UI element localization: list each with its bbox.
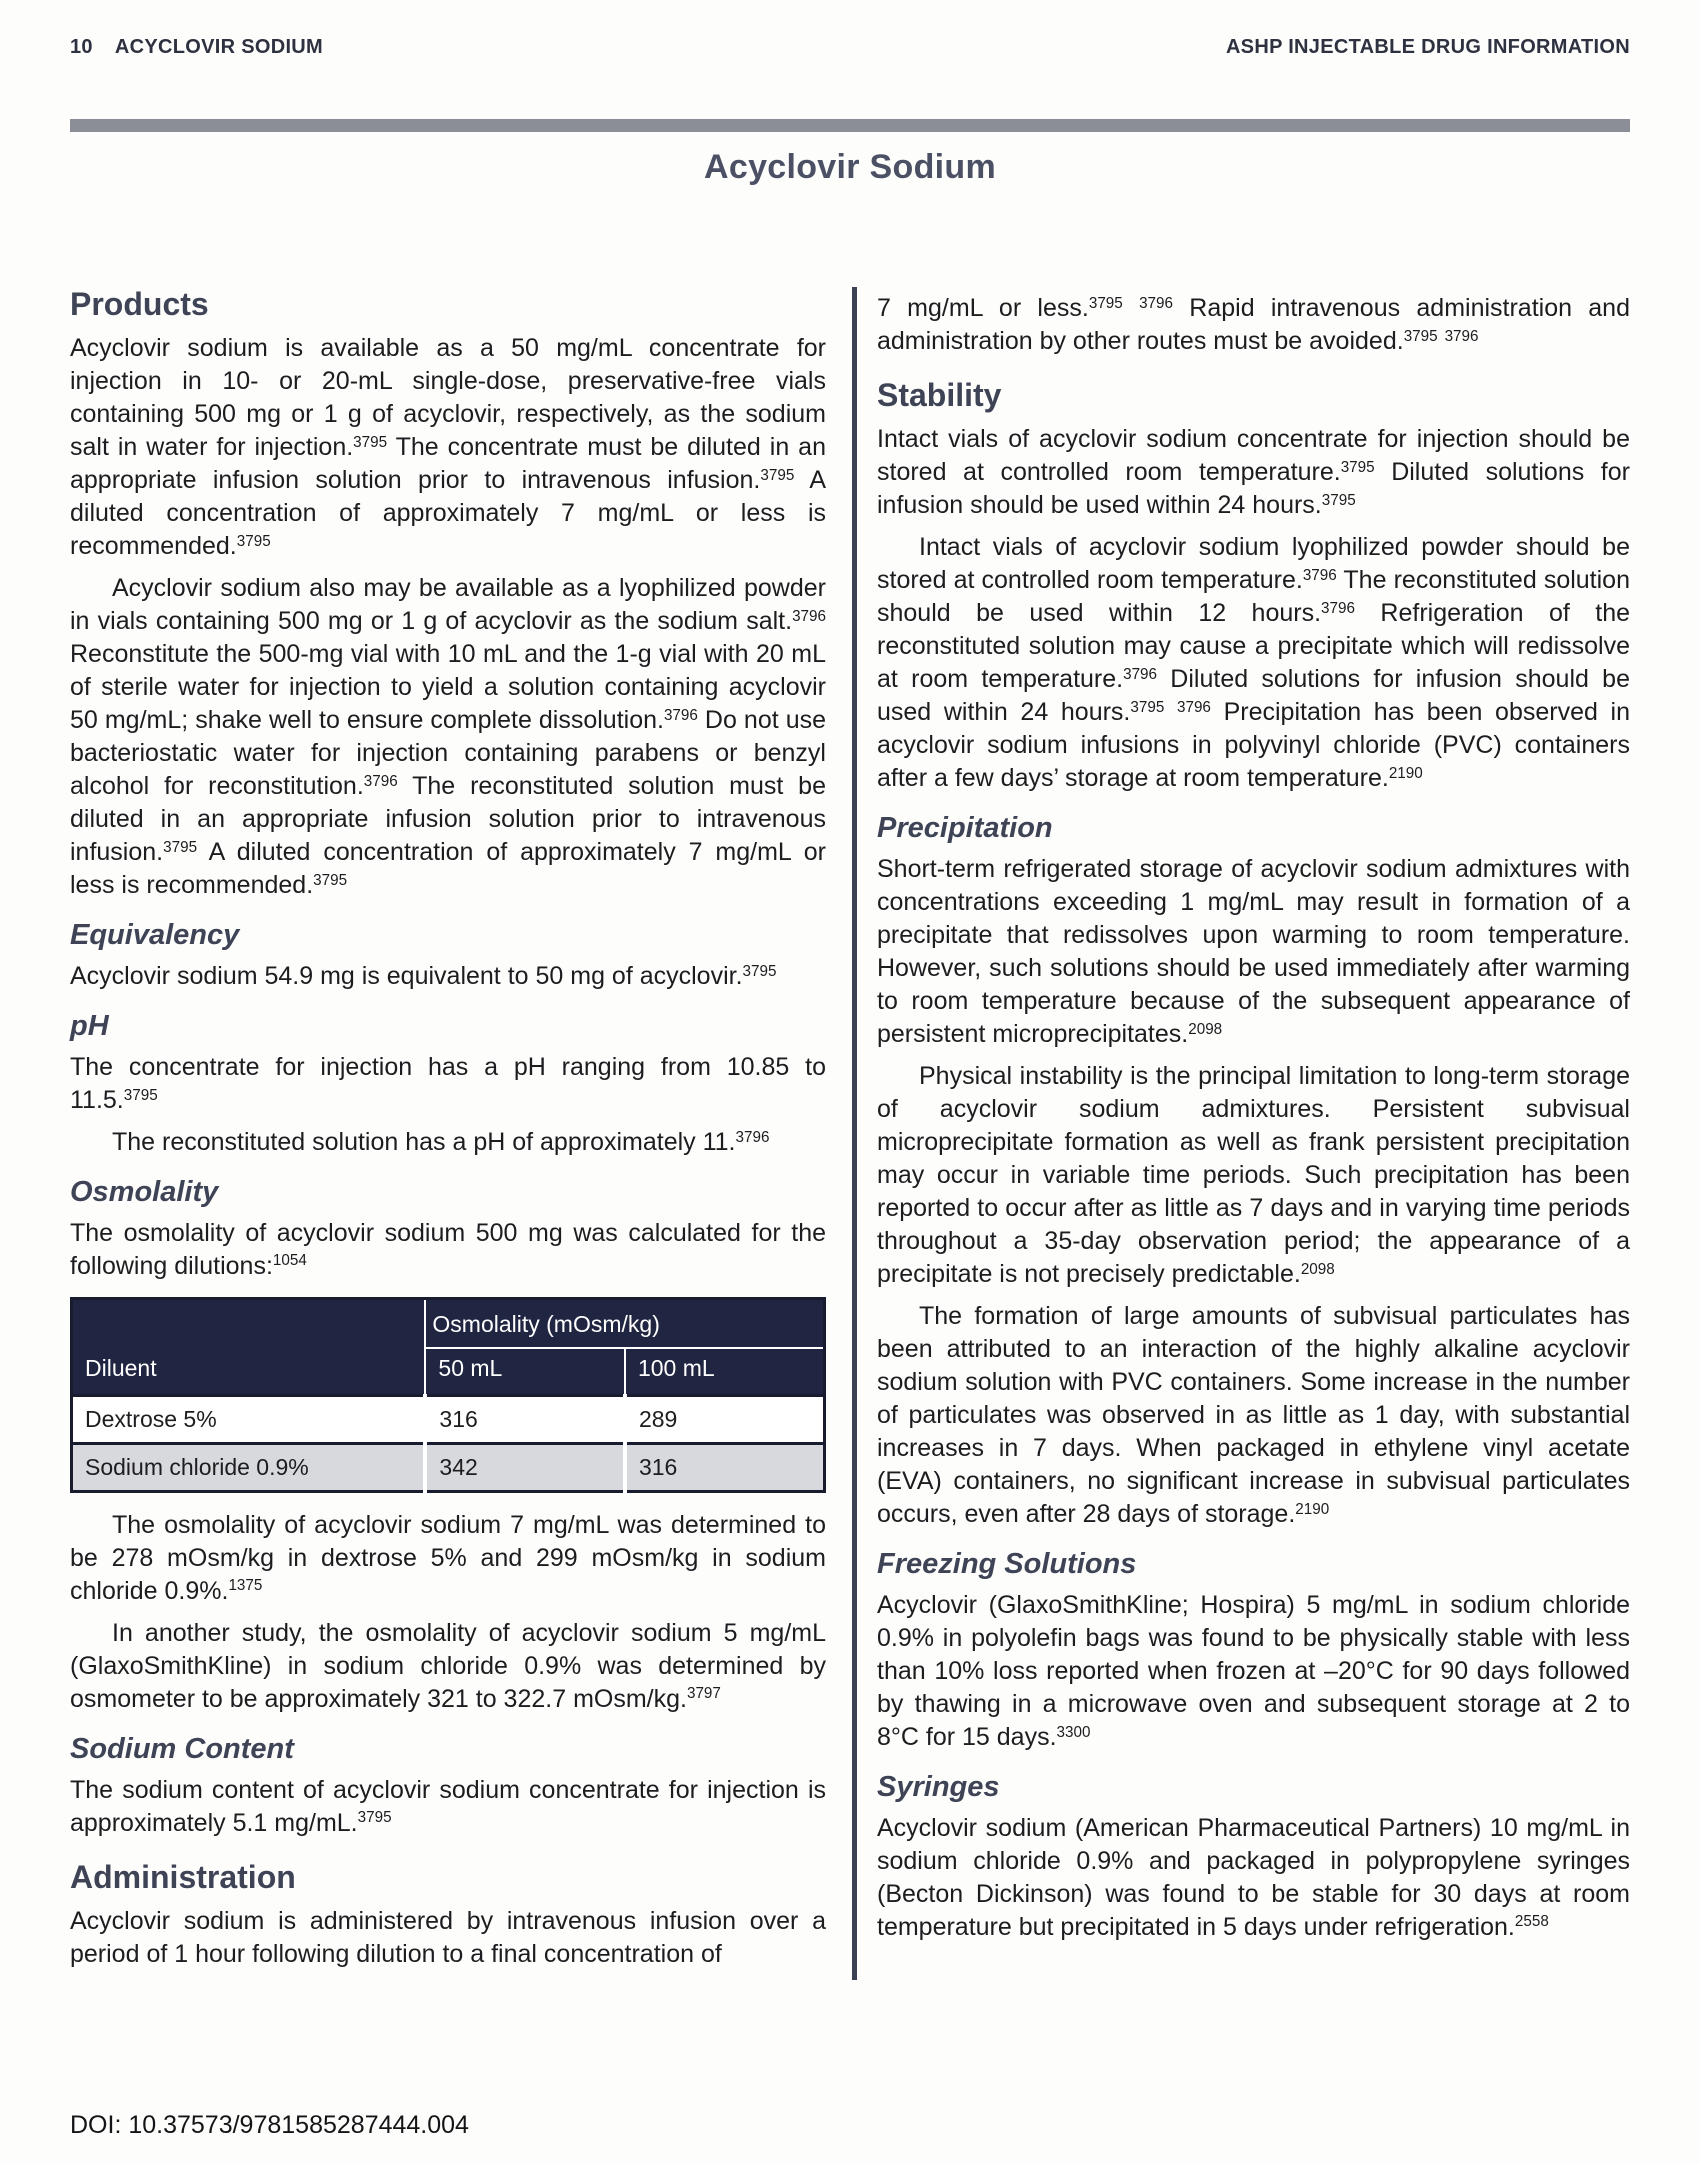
paragraph: Acyclovir sodium also may be available as a lyophilized powder in vials containing 500 mg or 1 g of acyclovir as the sodium salt.$^{3796}$ Reconstitute the 500-mg vial with 10 mL and the 1-g vial with 20 mL of sterile water for injection to yield a solution containing acyclovir 50 mg/mL; shake well to ensure complete dissolution.$^{3796}$ Do not use bacteriostatic water for injection containing parabens or benzyl alcohol for reconstitution.$^{3796}$ The reconstituted solution must be diluted in an appropriate infusion solution prior to intravenous infusion.$^{3795}$ A diluted concentration of approximately 7 mg/mL or less is recommended.$^{3795}$ <box>70 574 827 900</box>
citation-ref: 3796 <box>735 1128 770 1146</box>
citation-ref: 3797 <box>686 1685 721 1703</box>
citation-ref: 3796 <box>1139 294 1173 312</box>
citation-ref: 3795 <box>1403 327 1438 345</box>
paragraph: The sodium content of acyclovir sodium concentrate for injection is approximately 5.1 mg/mL.$^{3795}$ <box>70 1775 826 1837</box>
table-cell-100ml: 289 <box>625 1395 825 1443</box>
table-column-header-diluent: Diluent <box>72 1348 426 1396</box>
subsection-heading-ph: pH <box>70 1010 109 1043</box>
two-column-body <box>70 287 1630 1980</box>
table-row <box>72 1395 825 1443</box>
citation-ref: 2098 <box>1300 1260 1335 1278</box>
paragraph: Physical instability is the principal limitation to long-term storage of acyclovir sodium admixtures. Persistent subvisual microprecipitate formation as well as frank persistent precipitation may occur in variable time periods. Such precipitation has been reported to occur after as little as 7 days and in varying time periods throughout a 35-day observation period; the appearance of a precipitate is not precisely predictable.$^{2098}$ <box>877 1062 1630 1289</box>
citation-ref: 3795 <box>1340 458 1375 476</box>
paragraph: Acyclovir (GlaxoSmithKline; Hospira) 5 mg/mL in sodium chloride 0.9% in polyolefin bags was found to be physically stable with less than 10% loss reported when frozen at –20°C for 90 days followed by thawing in a microwave oven and subsequent storage at 2 to 8°C for 15 days.$^{3300}$ <box>877 1590 1630 1751</box>
paragraph: The concentrate for injection has a pH ranging from 10.85 to 11.5.$^{3795}$ <box>70 1052 826 1114</box>
citation-ref: 2190 <box>1295 1500 1330 1518</box>
table-cell-50ml: 316 <box>425 1395 625 1443</box>
paragraph: The osmolality of acyclovir sodium 500 mg was calculated for the following dilutions:$^{1054}$ <box>70 1218 826 1280</box>
section-heading-products: Products <box>70 286 209 322</box>
page-title: Acyclovir Sodium <box>704 148 996 186</box>
citation-ref: 3795 <box>1321 491 1356 509</box>
running-header <box>70 0 1630 59</box>
citation-ref: 3795 <box>357 1809 392 1827</box>
paragraph: Intact vials of acyclovir sodium lyophilized powder should be stored at controlled room temperature.$^{3796}$ The reconstituted solution should be used within 12 hours.$^{3796}$ Refrigeration of the reconstituted solution may cause a precipitate which will redissolve at room temperature.$^{3796}$ Diluted solutions for infusion should be used within 24 hours.$^{3795}$ $^{3796}$ Precipitation has been observed in acyclovir sodium infusions in polyvinyl chloride (PVC) containers after a few days’ storage at room temperature.$^{2190}$ <box>877 533 1630 793</box>
citation-ref: 1054 <box>272 1252 307 1270</box>
running-title: ACYCLOVIR SODIUM <box>114 36 323 58</box>
subsection-heading-syringes: Syringes <box>877 1770 1000 1803</box>
table-cell-diluent: Sodium chloride 0.9% <box>72 1443 426 1491</box>
citation-ref: 3795 <box>236 532 271 550</box>
table-group-header: Osmolality (mOsm/kg) <box>425 1298 824 1348</box>
header-rule-bar <box>70 119 1630 132</box>
subsection-heading-osmolality: Osmolality <box>70 1175 219 1208</box>
left-column <box>70 287 852 1980</box>
citation-ref: 3796 <box>1176 698 1211 716</box>
table-row <box>72 1443 825 1491</box>
paragraph: Acyclovir sodium 54.9 mg is equivalent to 50 mg of acyclovir.$^{3795}$ <box>70 962 777 991</box>
table-cell-50ml: 342 <box>425 1443 625 1491</box>
citation-ref: 3796 <box>663 706 698 724</box>
paragraph: Acyclovir sodium is administered by intravenous infusion over a period of 1 hour following dilution to a final concentration of <box>70 1906 826 1968</box>
running-header-left <box>70 36 323 59</box>
citation-ref: 3795 <box>1130 698 1165 716</box>
paragraph: The osmolality of acyclovir sodium 7 mg/mL was determined to be 278 mOsm/kg in dextrose 5% and 299 mOsm/kg in sodium chloride 0.9%.$^{1375}$ <box>70 1510 826 1605</box>
citation-ref: 3796 <box>1321 599 1355 617</box>
citation-ref: 3796 <box>1444 327 1479 345</box>
citation-ref: 2190 <box>1388 764 1423 782</box>
section-heading-administration: Administration <box>70 1858 296 1895</box>
publication-title: ASHP INJECTABLE DRUG INFORMATION <box>1225 36 1630 58</box>
subsection-heading-equivalency: Equivalency <box>70 919 240 952</box>
citation-ref: 3795 <box>313 871 348 889</box>
paragraph-continuation: 7 mg/mL or less.$^{3795}$ $^{3796}$ Rapid intravenous administration and administration by other routes must be avoided.$^{3795}$ $^{3796}$ <box>877 294 1630 355</box>
table-cell-100ml: 316 <box>625 1443 825 1491</box>
subsection-heading-sodium-content: Sodium Content <box>70 1732 294 1765</box>
citation-ref: 3796 <box>1302 566 1337 584</box>
citation-ref: 3796 <box>1123 665 1158 683</box>
subsection-heading-freezing-solutions: Freezing Solutions <box>877 1548 1137 1581</box>
citation-ref: 3795 <box>353 433 388 451</box>
citation-ref: 3796 <box>363 772 398 790</box>
paragraph: Short-term refrigerated storage of acyclovir sodium admixtures with concentrations exceeding 1 mg/mL may result in formation of a precipitate that redissolves upon warming to room temperature. However, such solutions should be used immediately after warming to room temperature because of the subsequent appearance of persistent microprecipitates.$^{2098}$ <box>877 855 1630 1049</box>
citation-ref: 1375 <box>228 1577 263 1595</box>
right-column <box>857 287 1630 1980</box>
citation-ref: 3795 <box>742 962 777 980</box>
doi-footer: DOI: 10.37573/9781585287444.004 <box>70 2111 469 2139</box>
paragraph: The reconstituted solution has a pH of approximately 11.$^{3796}$ <box>112 1127 770 1156</box>
page-number: 10 <box>70 36 93 58</box>
citation-ref: 3795 <box>1088 294 1123 312</box>
citation-ref: 3300 <box>1056 1723 1091 1741</box>
citation-ref: 2098 <box>1188 1020 1223 1038</box>
osmolality-table <box>70 1297 826 1493</box>
paragraph: Acyclovir sodium (American Pharmaceutical Partners) 10 mg/mL in sodium chloride 0.9% and packaged in polypropylene syringes (Becton Dickinson) was found to be stable for 30 days at room temperature but precipitated in 5 days under refrigeration.$^{2558}$ <box>877 1813 1630 1941</box>
table-cell-diluent: Dextrose 5% <box>72 1395 426 1443</box>
citation-ref: 3795 <box>123 1086 158 1104</box>
paragraph: The formation of large amounts of subvisual particulates has been attributed to an interaction of the highly alkaline acyclovir sodium solution with PVC containers. Some increase in the number of particulates was observed in as little as 1 day, with substantial increases in 7 days. When packaged in ethylene vinyl acetate (EVA) containers, no significant increase in subvisual particulates occurs, even after 28 days of storage.$^{2190}$ <box>877 1302 1630 1529</box>
citation-ref: 3795 <box>760 466 795 484</box>
section-heading-stability: Stability <box>877 377 1002 413</box>
citation-ref: 3795 <box>163 838 198 856</box>
subsection-heading-precipitation: Precipitation <box>877 812 1053 845</box>
citation-ref: 2558 <box>1514 1913 1549 1931</box>
citation-ref: 3796 <box>792 607 826 625</box>
paragraph: Acyclovir sodium is available as a 50 mg/mL concentrate for injection in 10- or 20-mL single-dose, preservative-free vials containing 500 mg or 1 g of acyclovir, respectively, as the sodium salt in water for injection.$^{3795}$ The concentrate must be diluted in an appropriate infusion solution prior to intravenous infusion.$^{3795}$ A diluted concentration of approximately 7 mg/mL or less is recommended.$^{3795}$ <box>70 334 826 561</box>
table-column-header-50ml: 50 mL <box>425 1348 625 1396</box>
paragraph: Intact vials of acyclovir sodium concentrate for injection should be stored at controlled room temperature.$^{3795}$ Diluted solutions for infusion should be used within 24 hours.$^{3795}$ <box>877 425 1630 520</box>
paragraph: In another study, the osmolality of acyclovir sodium 5 mg/mL (GlaxoSmithKline) in sodium chloride 0.9% was determined by osmometer to be approximately 321 to 322.7 mOsm/kg.$^{3797}$ <box>70 1618 826 1713</box>
table-column-header-100ml: 100 mL <box>625 1348 825 1396</box>
table-blank-header-cell <box>72 1298 426 1348</box>
